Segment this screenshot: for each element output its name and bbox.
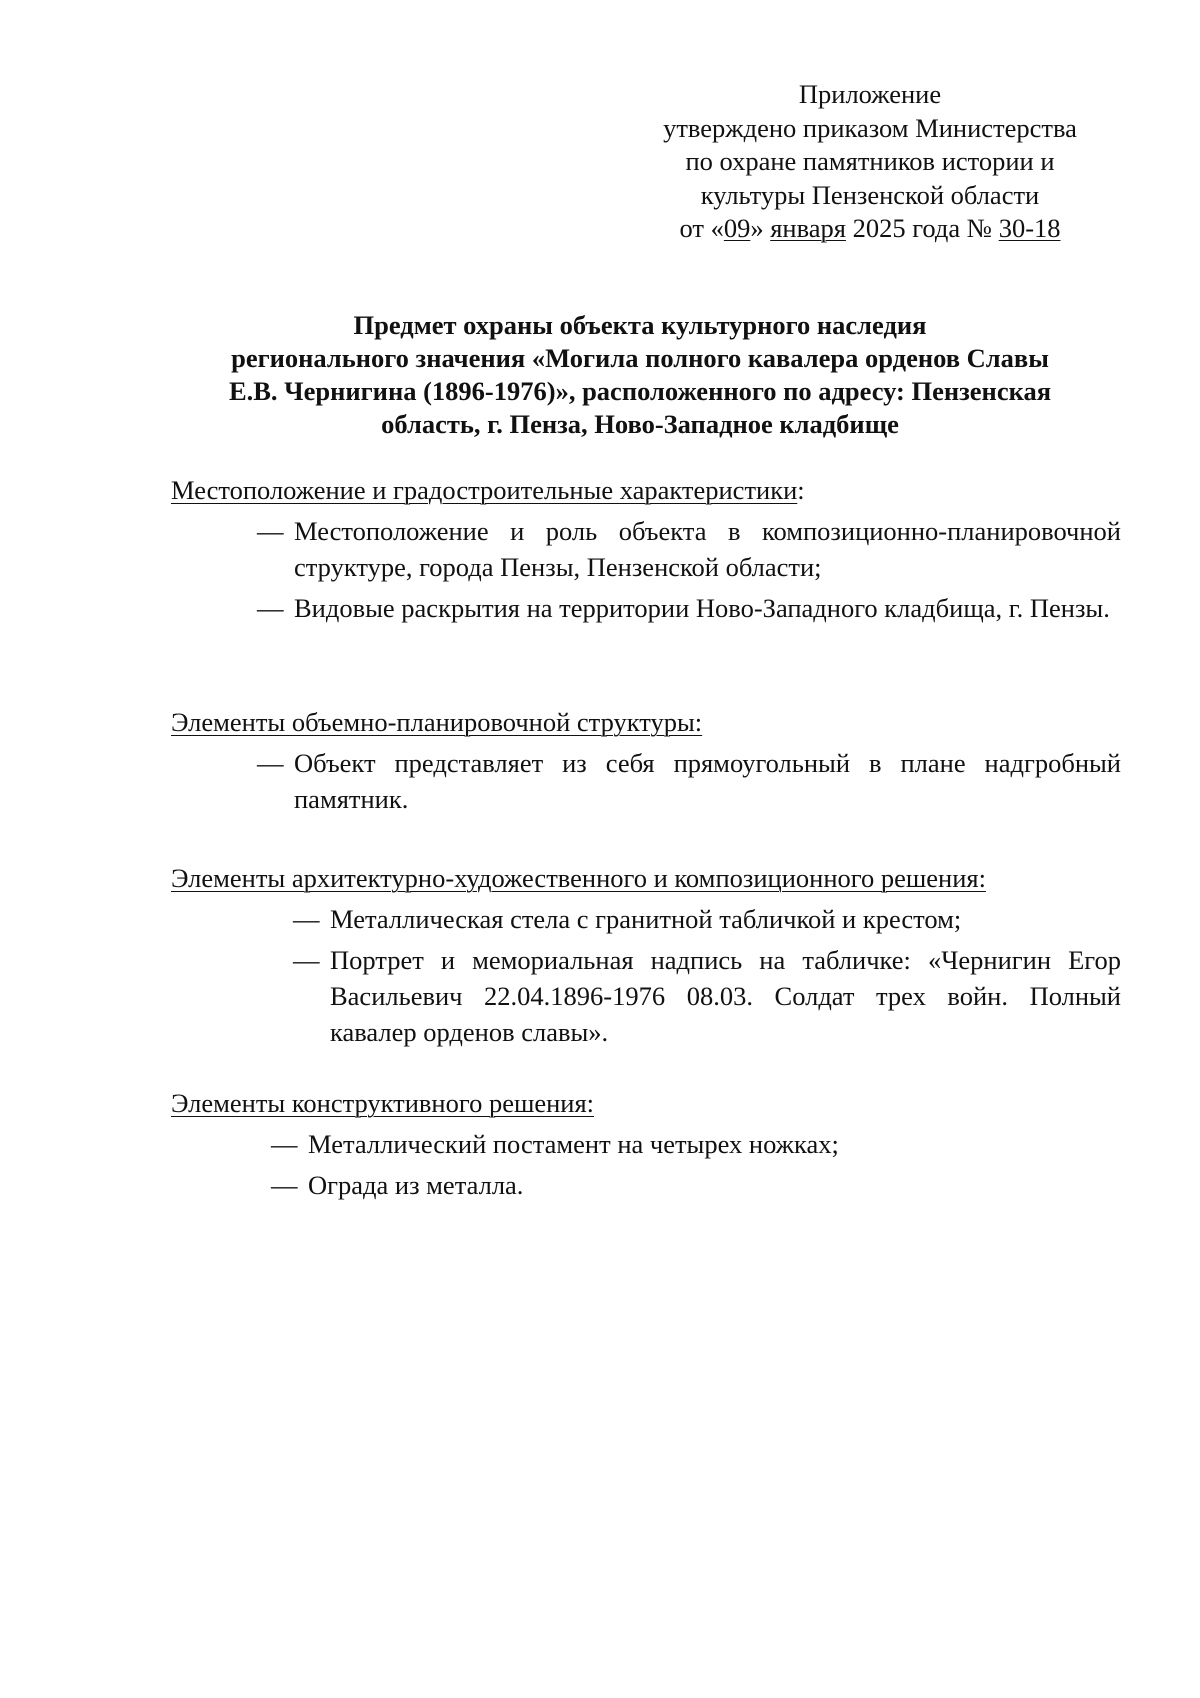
title-line: Предмет охраны объекта культурного наследия <box>353 310 927 340</box>
title-line: Е.В. Чернигина (1896-1976)», расположенного по адресу: Пензенская <box>228 376 1052 406</box>
section-heading-text: Элементы объемно-планировочной структуры: <box>171 707 703 737</box>
list-item-text: Местоположение и роль объекта в композиционно-планировочной структуре, города Пензы, Пензенской области; <box>294 516 1121 582</box>
list-item-text: Металлическая стела с гранитной табличкой и крестом; <box>330 904 962 934</box>
list-item <box>171 1126 1121 1162</box>
date-day: 09 <box>723 213 751 243</box>
dash-marker: — <box>271 1129 298 1159</box>
document-title <box>160 309 1120 441</box>
title-line: регионального значения «Могила полного кавалера орденов Славы <box>231 343 1049 373</box>
section-location <box>171 472 1121 626</box>
list-item-text: Портрет и мемориальная надпись на табличке: «Чернигин Егор Васильевич 22.04.1896-1976 08.03. Солдат трех войн. Полный кавалер орденов славы». <box>330 945 1121 1047</box>
section-heading <box>171 704 1121 740</box>
list-item <box>171 513 1121 585</box>
section-architectural-solution <box>171 860 1121 1050</box>
section-heading <box>171 860 1121 896</box>
date-year-text: 2025 года № <box>845 213 999 243</box>
date-prefix: от « <box>679 213 724 243</box>
list-item-text: Металлический постамент на четырех ножках; <box>308 1129 839 1159</box>
list-item-text: Видовые раскрытия на территории Ново-Западного кладбища, г. Пензы. <box>294 593 1110 623</box>
list-item <box>171 745 1121 817</box>
dash-marker: — <box>257 748 284 778</box>
title-line: область, г. Пенза, Ново-Западное кладбище <box>381 409 899 439</box>
list-item <box>171 590 1121 626</box>
section-constructive-solution <box>171 1085 1121 1203</box>
list-item-text: Ограда из металла. <box>308 1170 524 1200</box>
section-spatial-structure <box>171 704 1121 817</box>
approval-line: Приложение <box>798 79 942 109</box>
dash-marker: — <box>257 516 284 546</box>
section-heading-text: Элементы архитектурно-художественного и композиционного решения: <box>171 863 986 893</box>
approval-line: культуры Пензенской области <box>700 179 1040 210</box>
dash-marker: — <box>293 945 320 975</box>
approval-line: по охране памятников истории и <box>685 146 1055 176</box>
list-item <box>171 1167 1121 1203</box>
date-month: января <box>770 213 846 243</box>
section-heading <box>171 472 1121 508</box>
dash-marker: — <box>257 593 284 623</box>
section-heading-text: Элементы конструктивного решения: <box>171 1088 595 1118</box>
section-heading-text: Местоположение и градостроительные характеристики <box>171 475 798 505</box>
section-heading <box>171 1085 1121 1121</box>
list-item <box>171 942 1121 1050</box>
order-number: 30-18 <box>998 213 1061 243</box>
list-item <box>171 901 1121 937</box>
date-quote-close: » <box>750 213 771 243</box>
dash-marker: — <box>271 1170 298 1200</box>
section-heading-suffix: : <box>797 475 805 505</box>
approval-block <box>640 78 1100 246</box>
list-item-text: Объект представляет из себя прямоугольный в плане надгробный памятник. <box>294 748 1121 814</box>
dash-marker: — <box>293 904 320 934</box>
approval-line: утверждено приказом Министерства <box>663 112 1077 143</box>
approval-date-line <box>640 212 1100 246</box>
